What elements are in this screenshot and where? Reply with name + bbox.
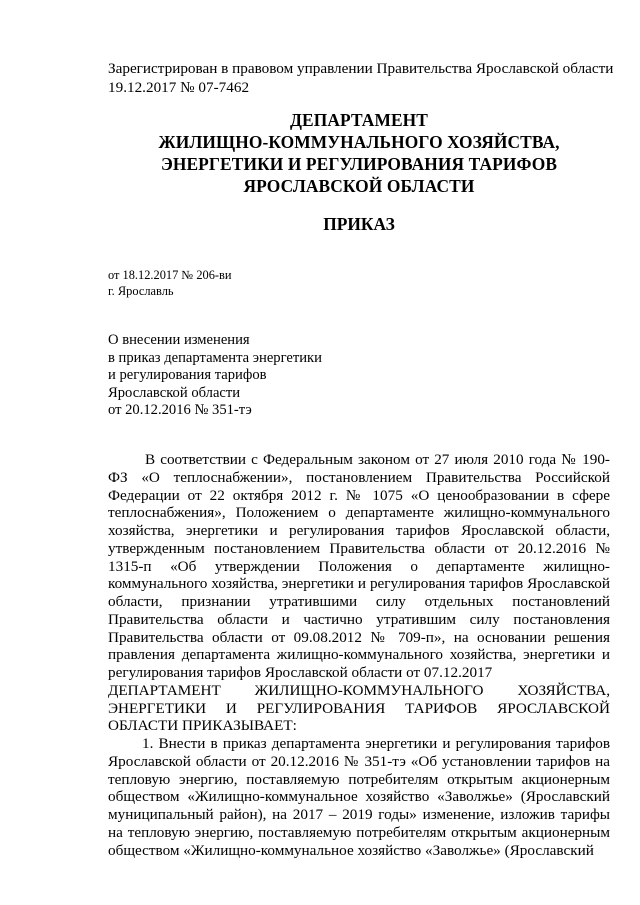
registration-line-2: 19.12.2017 № 07-7462 — [108, 79, 250, 96]
subject-line-4: Ярославской области — [108, 384, 241, 401]
subject-line-1: О внесении изменения — [108, 332, 250, 348]
preamble-paragraph: В соответствии с Федеральным законом от 27 июля 2010 года № 190-ФЗ «О теплоснабжении», постановлением Правительства Российской Федерации от 22 октября 2012 г. № 1075 «О ценообразовании в сфере теплоснабжения», Положением о департаменте жилищно-коммунального хозяйства, энергетики и регулирования тарифов Ярославской области, утвержденным постановлением Правительства области от 20.12.2016 № 1315-п «Об утверждении Положения о департаменте жилищно-коммунального хозяйства, энергетики и регулирования тарифов Ярославской области, признании утратившими силу отдельных постановлений Правительства области и частично утратившим силу постановления Правительства области от 09.08.2012 № 709-п», на основании решения правления департамента жилищно-коммунального хозяйства, энергетики и регулирования тарифов Ярославской области от 07.12.2017 — [108, 451, 610, 681]
heading-line-2: ЖИЛИЩНО-КОММУНАЛЬНОГО ХОЗЯЙСТВА, — [158, 132, 560, 152]
order-body — [108, 451, 610, 859]
heading-line-3: ЭНЕРГЕТИКИ И РЕГУЛИРОВАНИЯ ТАРИФОВ — [160, 154, 558, 174]
order-date-number: от 18.12.2017 № 206-ви — [108, 268, 232, 282]
subject-line-5: от 20.12.2016 № 351-тэ — [108, 402, 252, 419]
orders-line-end: ОБЛАСТИ ПРИКАЗЫВАЕТ: — [108, 717, 297, 735]
department-heading — [108, 109, 610, 197]
order-meta — [108, 267, 408, 299]
heading-line-4: ЯРОСЛАВСКОЙ ОБЛАСТИ — [243, 176, 475, 196]
registration-line-1: Зарегистрирован в правовом управлении Правительства Ярославской области — [108, 60, 614, 77]
item-1-paragraph: 1. Внести в приказ департамента энергетики и регулирования тарифов Ярославской области от 20.12.2016 № 351-тэ «Об установлении тарифов на тепловую энергию, поставляемую потребителям открытым акционерным обществом «Жилищно-коммунальное хозяйство «Заволжье» (Ярославский муниципальный район), на 2017 – 2019 годы» изменение, изложив тарифы на тепловую энергию, поставляемую потребителям открытым акционерным обществом «Жилищно-коммунальное хозяйство «Заволжье» (Ярославский — [108, 735, 610, 859]
order-city: г. Ярославль — [108, 284, 174, 298]
orders-line: ДЕПАРТАМЕНТ ЖИЛИЩНО-КОММУНАЛЬНОГО ХОЗЯЙСТВА, ЭНЕРГЕТИКИ И РЕГУЛИРОВАНИЯ ТАРИФОВ ЯРОСЛАВСКОЙ — [108, 681, 610, 717]
order-title: ПРИКАЗ — [323, 214, 395, 234]
subject-line-2: в приказ департамента энергетики — [108, 349, 322, 366]
subject-line-3: и регулирования тарифов — [108, 367, 267, 384]
heading-line-1: ДЕПАРТАМЕНТ — [289, 110, 429, 130]
registration-note — [108, 59, 618, 97]
order-subject — [108, 332, 428, 420]
